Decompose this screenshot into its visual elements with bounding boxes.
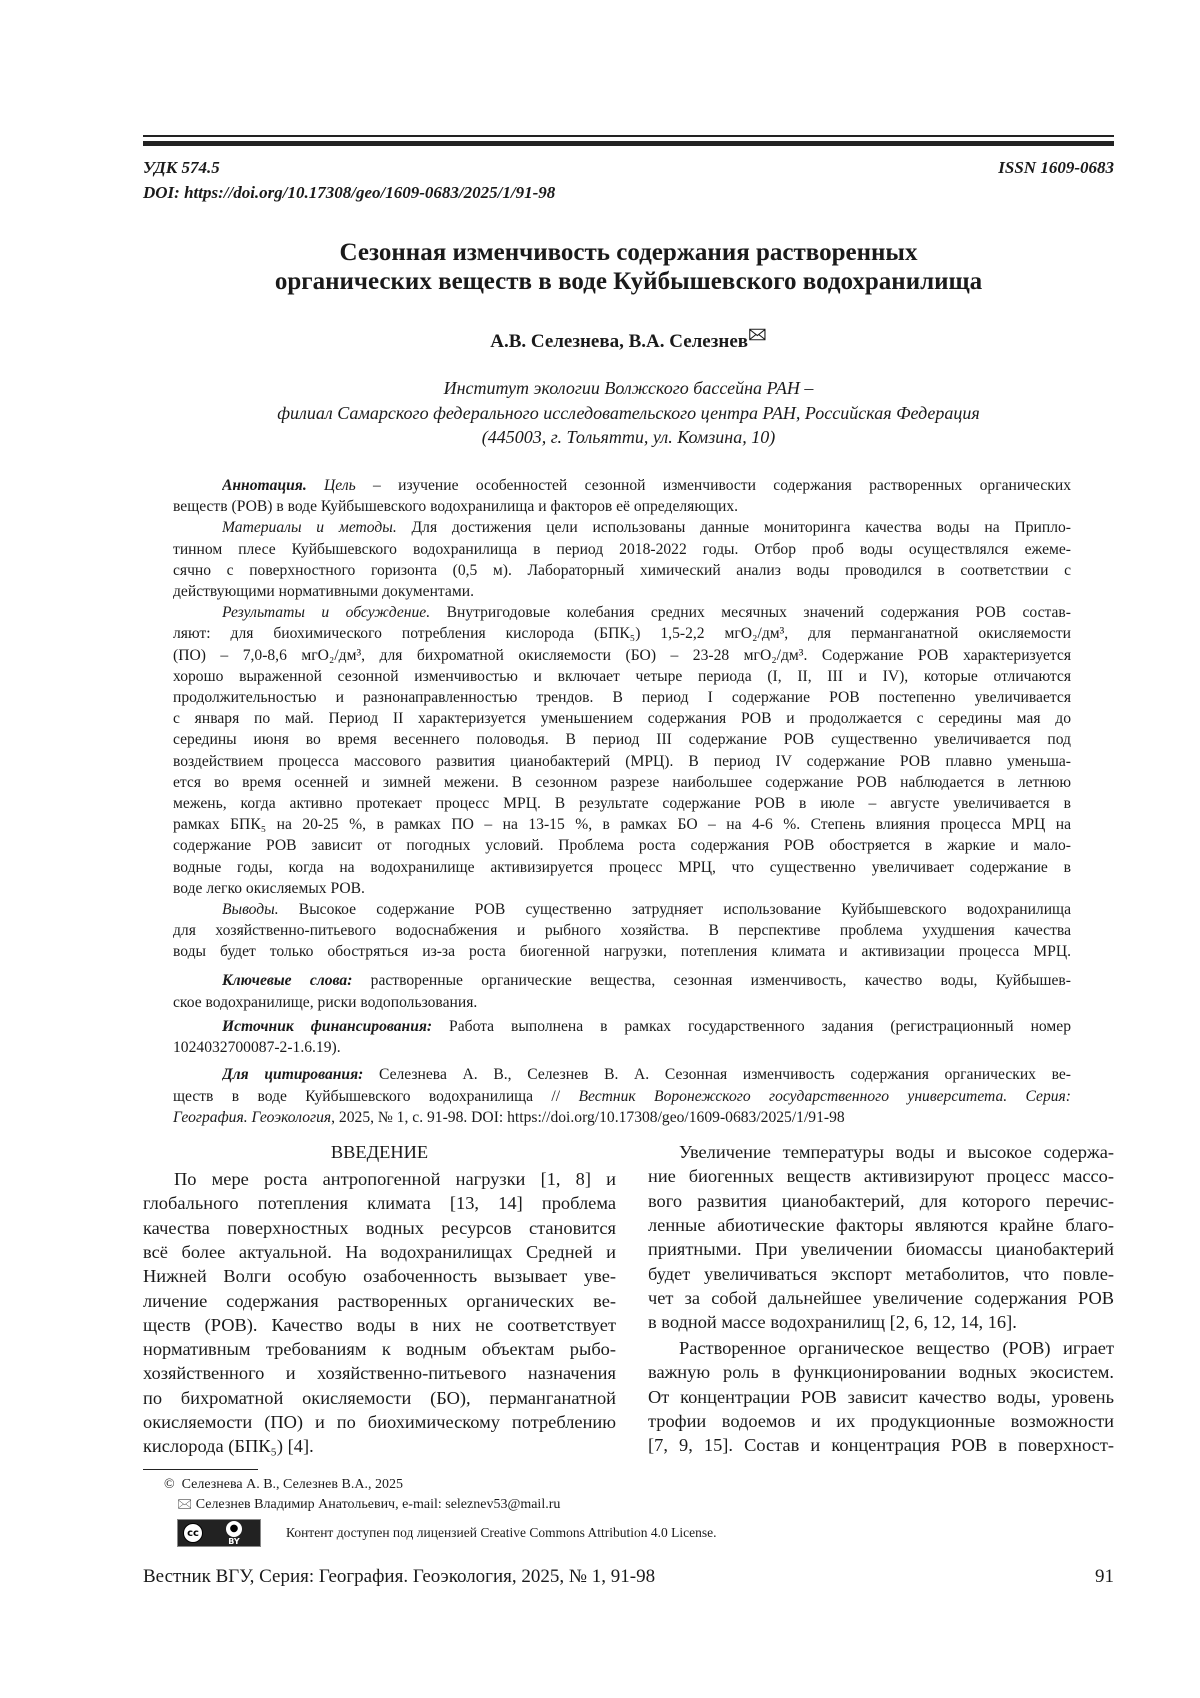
abstract-line (173, 815, 1071, 835)
body-text-line: Нижней Волги особую озабоченность вызывает уве- (143, 1265, 616, 1287)
authors (143, 331, 1114, 353)
body-text-line: [7, 9, 15]. Состав и концентрация РОВ в поверхност- (648, 1434, 1114, 1456)
abstract-line (173, 1038, 1071, 1058)
body-text-line: всё более актуальной. На водохранилищах Средней и (143, 1241, 616, 1263)
envelope-icon: 🖂 (177, 1497, 192, 1512)
abstract-text: с января по май. Период II характеризуется уменьшением содержания РОВ и продолжается с середины мая до (173, 710, 1071, 727)
issn: ISSN 1609-0683 (998, 158, 1114, 178)
authors-text: А.В. Селезнева, В.А. Селезнев (490, 331, 748, 352)
abstract-italic-text: Результаты и обсуждение. (222, 604, 430, 621)
abstract-line (222, 971, 1071, 991)
abstract-text: середины июня во время весеннего половодья. В период III содержание РОВ существенно увеличивается под (173, 731, 1071, 748)
abstract-text: растворенные органические вещества, сезонная изменчивость, качество воды, Куйбышев- (352, 972, 1071, 989)
title-line-2: органических веществ в воде Куйбышевского водохранилища (143, 267, 1114, 297)
doi-link[interactable]: DOI: https://doi.org/10.17308/geo/1609-0683/2025/1/91-98 (143, 183, 555, 203)
abstract-text: для хозяйственно-питьевого водоснабжения и рыбного хозяйства. В перспективе проблема ухудшения качества (173, 922, 1071, 939)
body-text-line: ленные абиотические факторы являются крайне благо- (648, 1214, 1114, 1236)
abstract-text: ществ в воде Куйбышевского водохранилища // (173, 1088, 578, 1105)
abstract-italic-text: Материалы и методы. (222, 519, 397, 536)
abstract-line (173, 836, 1071, 856)
body-text-line: чет за собой дальнейшее увеличение содержания РОВ (648, 1287, 1114, 1309)
abstract-line (173, 688, 1071, 708)
abstract-text: (ПО) – 7,0-8,6 мгO₂/дм³, для бихроматной окисляемости (БО) – 23-28 мгO₂/дм³. Содержание РОВ характеризуется (173, 647, 1071, 664)
abstract-italic-text: Выводы. (222, 901, 279, 918)
body-text-line: личение содержания растворенных органических ве- (143, 1290, 616, 1312)
cc-icon: cc (183, 1523, 203, 1543)
person-icon: ● (226, 1521, 242, 1537)
body-text-line: Увеличение температуры воды и высокое содержа- (679, 1141, 1114, 1163)
by-label: BY (222, 1537, 246, 1546)
body-text-line: вого развития цианобактерий, для которого перечис- (648, 1190, 1114, 1212)
abstract-line (222, 1065, 1071, 1085)
abstract-italic-text: Цель (307, 477, 356, 494)
abstract-text: – изучение особенностей сезонной изменчивости содержания растворенных органических (356, 477, 1071, 494)
abstract-line (173, 561, 1071, 581)
contact-note (177, 1496, 560, 1514)
abstract-text: рамках БПК₅ на 20-25 %, в рамках ПО – на 13-15 %, в рамках БО – на 4-6 %. Степень влияния процесса МРЦ на (173, 816, 1071, 833)
abstract-text: водные годы, когда на водохранилище активизируется процесс МРЦ, что существенно увеличивает содержание в (173, 859, 1071, 876)
abstract-line (222, 476, 1071, 496)
body-text-line: окисляемости (ПО) и по биохимическому потреблению (143, 1411, 616, 1433)
abstract-line (173, 794, 1071, 814)
section-heading-introduction: ВВЕДЕНИЕ (143, 1141, 616, 1163)
abstract-line (222, 518, 1071, 538)
abstract-line (173, 858, 1071, 878)
abstract-italic-text: Вестник Воронежского государственного университета. Серия: (578, 1088, 1071, 1105)
abstract-text: воде легко окисляемых РОВ. (173, 880, 365, 897)
abstract-text: действующими нормативными документами. (173, 583, 474, 600)
abstract-text: хорошо выраженной сезонной изменчивостью и включает четыре периода (I, II, III и IV), которые отличаются (173, 668, 1071, 685)
body-text-line: качества поверхностных водных ресурсов становится (143, 1217, 616, 1239)
top-rule-thin (143, 135, 1114, 137)
abstract-line (173, 667, 1071, 687)
abstract-text: сячно с поверхностного горизонта (0,5 м). Лабораторный химический анализ воды проводился в соответствии с (173, 562, 1071, 579)
body-text-line: будет увеличиваться экспорт метаболитов, что повле- (648, 1263, 1114, 1285)
abstract-line (222, 1017, 1071, 1037)
abstract-text: Селезнева А. В., Селезнев В. А. Сезонная изменчивость содержания органических ве- (363, 1066, 1071, 1083)
abstract-section-label: Источник финансирования: (222, 1018, 432, 1035)
body-text-line: по бихроматной окисляемости (БО), перманганатной (143, 1387, 616, 1409)
abstract-text: содержание РОВ зависит от погодных условий. Проблема роста содержания РОВ обостряется в жаркие и мало- (173, 837, 1071, 854)
abstract-line (222, 603, 1071, 623)
abstract-italic-text: География. Геоэкология (173, 1109, 331, 1126)
abstract-section-label: Аннотация. (222, 477, 307, 494)
footer-journal: Вестник ВГУ, Серия: География. Геоэкология, 2025, № 1, 91-98 (143, 1566, 655, 1588)
copyright-note (164, 1476, 403, 1494)
abstract-text: тинном плесе Куйбышевского водохранилища в период 2018-2022 годы. Отбор проб воды осуществлялся ежеме- (173, 541, 1071, 558)
affiliation-line-2: филиал Самарского федерального исследовательского центра РАН, Российская Федерация (143, 402, 1114, 424)
copyright-icon: © (164, 1477, 175, 1492)
body-text-line: приятными. При увеличении биомассы цианобактерий (648, 1238, 1114, 1260)
abstract-line (173, 730, 1071, 750)
top-rule-thick (143, 141, 1114, 146)
footnote-rule (143, 1469, 258, 1470)
abstract-text: воды будет только обостряться из-за роста биогенной нагрузки, потепления климата и активизации процесса МРЦ. (173, 943, 1071, 960)
license-text: Контент доступен под лицензией Creative Commons Attribution 4.0 License. (286, 1524, 717, 1542)
body-text-line: От концентрации РОВ зависит качество воды, уровень (648, 1386, 1114, 1408)
abstract-line (173, 709, 1071, 729)
abstract-text: , 2025, № 1, с. 91-98. DOI: https://doi.org/10.17308/geo/1609-0683/2025/1/91-98 (331, 1109, 845, 1126)
body-text-line: ществ (РОВ). Качество воды в них не соответствует (143, 1314, 616, 1336)
abstract-line (173, 582, 1071, 602)
abstract-line (173, 921, 1071, 941)
body-text-line: кислорода (БПК₅) [4]. (143, 1435, 616, 1457)
abstract-text: ляют: для биохимического потребления кислорода (БПК₅) 1,5-2,2 мгO₂/дм³, для перманганатной окисляемости (173, 625, 1071, 642)
abstract-line (173, 624, 1071, 644)
body-text-line: важную роль в функционировании водных экосистем. (648, 1361, 1114, 1383)
abstract-line (173, 879, 1071, 899)
abstract-line (173, 1108, 1071, 1128)
body-text-line: ние биогенных веществ активизируют процесс массо- (648, 1165, 1114, 1187)
abstract-text: воздействием процесса массового развития цианобактерий (МРЦ). В период IV содержание РОВ плавно уменьша- (173, 753, 1071, 770)
body-text-line: Растворенное органическое вещество (РОВ) играет (679, 1337, 1114, 1359)
abstract-text: продолжительностью и разнонаправленностью трендов. В период I содержание РОВ постепенно увеличивается (173, 689, 1071, 706)
abstract-line (173, 646, 1071, 666)
abstract-line (173, 1087, 1071, 1107)
abstract-section-label: Для цитирования: (222, 1066, 363, 1083)
abstract-text: межень, когда активно протекает процесс МРЦ. В результате содержание РОВ в июле – августе увеличивается в (173, 795, 1071, 812)
page-number: 91 (1095, 1566, 1114, 1588)
abstract-line (173, 993, 1071, 1013)
abstract-line (222, 900, 1071, 920)
abstract-text: Высокое содержание РОВ существенно затрудняет использование Куйбышевского водохранилища (279, 901, 1071, 918)
abstract-line (173, 497, 1071, 517)
affiliation-line-1: Институт экологии Волжского бассейна РАН – (143, 377, 1114, 399)
body-text-line: По мере роста антропогенной нагрузки [1, 8] и (174, 1168, 616, 1190)
copyright-text: Селезнева А. В., Селезнев В.А., 2025 (182, 1477, 403, 1492)
body-text-line: трофии водоемов и их продукционные возможности (648, 1410, 1114, 1432)
body-text-line: в водной массе водохранилищ [2, 6, 12, 14, 16]. (648, 1311, 1114, 1333)
abstract-text: ское водохранилище, риски водопользования. (173, 994, 477, 1011)
abstract-text: Внутригодовые колебания средних месячных значений содержания РОВ состав- (430, 604, 1071, 621)
abstract-line (173, 942, 1071, 962)
contact-text[interactable]: Селезнев Владимир Анатольевич, e-mail: seleznev53@mail.ru (196, 1497, 561, 1512)
abstract-text: веществ (РОВ) в воде Куйбышевского водохранилища и факторов её определяющих. (173, 498, 738, 515)
abstract-text: Работа выполнена в рамках государственного задания (регистрационный номер (432, 1018, 1071, 1035)
abstract-section-label: Ключевые слова: (222, 972, 352, 989)
abstract-line (173, 773, 1071, 793)
abstract-text: ется во время осенней и зимней межени. В сезонном разрезе наибольшее содержание РОВ наблюдается в летнюю (173, 774, 1071, 791)
abstract-text: Для достижения цели использованы данные мониторинга качества воды на Приплo- (397, 519, 1071, 536)
title-line-1: Сезонная изменчивость содержания растворенных (143, 238, 1114, 268)
abstract-line (173, 752, 1071, 772)
abstract-text: 1024032700087-2-1.6.19). (173, 1039, 341, 1056)
body-text-line: глобального потепления климата [13, 14] проблема (143, 1192, 616, 1214)
udk-code: УДК 574.5 (143, 158, 220, 178)
cc-by-license-badge[interactable] (177, 1519, 261, 1547)
body-text-line: нормативным требованиям к водным объектам рыбо- (143, 1338, 616, 1360)
affiliation-line-3: (445003, г. Тольятти, ул. Комзина, 10) (143, 426, 1114, 448)
envelope-icon[interactable]: 🖂 (748, 325, 767, 344)
body-text-line: хозяйственного и хозяйственно-питьевого назначения (143, 1362, 616, 1384)
abstract-line (173, 540, 1071, 560)
